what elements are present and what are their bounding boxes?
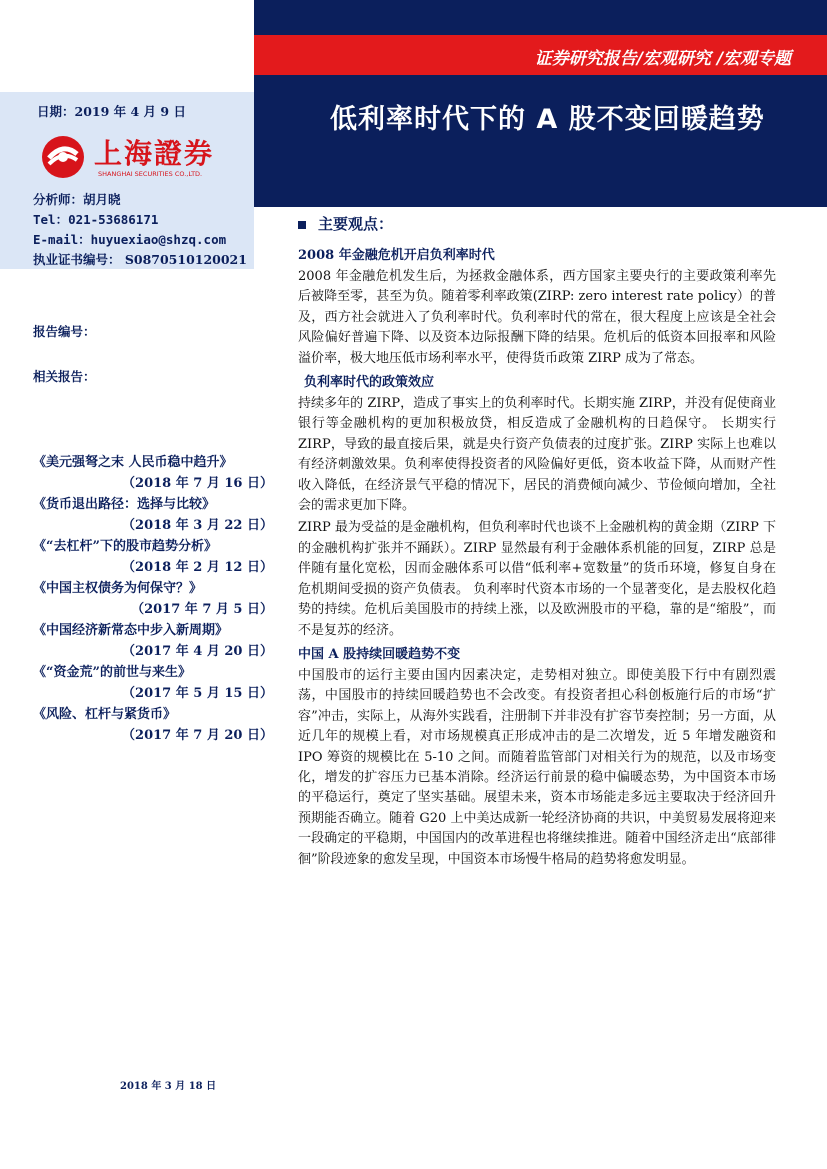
section-body: 持续多年的 ZIRP，造成了事实上的负利率时代。长期实施 ZIRP，并没有促使商业银行等金融机构的更加积极放贷，相反造成了金融机构的日趋保守。 长期实行 ZIRP，导致的最直接后果，就是央行资产负债表的过度扩张。ZIRP 实际上也难以有经济刺激效果。负利率使得投资者的风险偏好更低，资本收益下降，从而财产性收入降低，在经济景气平稳的情况下，居民的消费倾向减少、节俭倾向增加，全社会的需求更加下降。 bbox=[298, 396, 776, 514]
section-heading: 2008 年金融危机开启负利率时代 bbox=[298, 248, 495, 263]
report-category: 证券研究报告/宏观研究 /宏观专题 bbox=[534, 49, 791, 69]
related-report-date: （2018 年 2 月 12 日） bbox=[122, 560, 273, 575]
square-bullet-icon bbox=[298, 221, 306, 229]
related-report-date: （2018 年 7 月 16 日） bbox=[122, 476, 273, 491]
analyst-email[interactable]: E-mail：huyuexiao@shzq.com bbox=[33, 232, 227, 247]
logo-english-name: SHANGHAI SECURITIES CO.,LTD. bbox=[98, 170, 203, 178]
related-report-date: （2017 年 7 月 5 日） bbox=[131, 602, 273, 617]
report-title: 低利率时代下的 A 股不变回暖趋势 bbox=[330, 104, 765, 135]
related-report-date: （2018 年 3 月 22 日） bbox=[122, 518, 273, 533]
company-logo bbox=[40, 132, 250, 182]
report-number-label: 报告编号： bbox=[33, 324, 96, 339]
related-report-date: （2017 年 5 月 15 日） bbox=[122, 686, 273, 701]
section-body: 中国股市的运行主要由国内因素决定，走势相对独立。即使美股下行中有剧烈震荡，中国股市的持续回暖趋势也不会改变。有投资者担心科创板施行后的市场“扩容”冲击，实际上，从海外实践看，注册制下并非没有扩容节奏控制；另一方面，从近几年的规模上看，对市场规模真正形成冲击的是二次增发，近 5 年增发融资和 IPO 筹资的规模比在 5-10 之间。而随着监管部门对相关行为的规范，以及市场变化，增发的扩容压力已基本消除。经济运行前景的稳中偏暖态势，为中国资本市场的平稳运行，奠定了坚实基础。展望未来，资本市场能走多远主要取决于经济回升预期能否确立。随着 G20 上中美达成新一轮经济协商的共识，中美贸易发展将迎来一段确定的平稳期，中国国内的改革进程也将继续推进。随着中国经济走出“底部徘徊”阶段迹象的愈发呈现，中国资本市场慢牛格局的趋势将愈发明显。 bbox=[298, 667, 776, 867]
section-heading: 中国 A 股持续回暖趋势不变 bbox=[298, 646, 461, 662]
logo-chinese-name: 上海證券 bbox=[94, 137, 215, 170]
key-points-label: 主要观点： bbox=[318, 215, 394, 233]
report-date: 日期：2019 年 4 月 9 日 bbox=[37, 104, 186, 119]
related-report-date: （2017 年 4 月 20 日） bbox=[122, 644, 273, 659]
section-body: ZIRP 最为受益的是金融机构，但负利率时代也谈不上金融机构的黄金期（ZIRP 下的金融机构扩张并不踊跃）。ZIRP 显然最有利于金融体系机能的回复，ZIRP 总是伴随有量化宽松，因而金融体系可以借“低利率+宽数量”的货币环境，修复自身在危机期间受损的资产负债表。 负利率时代资本市场的一个显著变化，是去股权化趋势的持续。危机后美国股市的持续上涨，以及欧洲股市的平稳，靠的是“缩股”，而不是复苏的经济。 bbox=[298, 520, 776, 638]
main-content bbox=[298, 213, 776, 872]
analyst-tel: Tel：021-53686171 bbox=[33, 212, 159, 227]
related-report-title[interactable]: 《中国主权债务为何保守？》 bbox=[33, 581, 203, 596]
related-report-title[interactable]: 《中国经济新常态中步入新周期》 bbox=[33, 623, 229, 638]
related-reports-label: 相关报告： bbox=[33, 369, 96, 384]
header-top-bar bbox=[254, 0, 827, 35]
related-report-date: （2017 年 7 月 20 日） bbox=[122, 728, 273, 743]
logo-emblem-icon bbox=[40, 134, 86, 180]
related-report-title[interactable]: 《货币退出路径：选择与比较》 bbox=[33, 497, 216, 512]
section-heading: 负利率时代的政策效应 bbox=[304, 375, 435, 391]
related-report-title[interactable]: 《风险、杠杆与紧货币》 bbox=[33, 707, 177, 722]
footer-date: 2018 年 3 月 18 日 bbox=[120, 1081, 217, 1092]
related-report-title[interactable]: 《“资金荒”的前世与来生》 bbox=[33, 665, 191, 680]
section-body: 2008 年金融危机发生后，为拯救金融体系，西方国家主要央行的主要政策利率先后被降至零，甚至为负。随着零利率政策(ZIRP: zero interest rate policy）的普及，西方社会就进入了负利率时代。负利率时代的常在，很大程度上应该是全社会风险偏好普遍下降、以及资本边际报酬下降的结果。危机后的低资本回报率和风险溢价率，极大地压低市场利率水平，使得货币政策 ZIRP 成为了常态。 bbox=[298, 269, 776, 366]
header-category-bar bbox=[254, 35, 827, 75]
analyst-name: 分析师：胡月晓 bbox=[33, 192, 121, 207]
license-number: 执业证书编号： S0870510120021 bbox=[33, 252, 247, 267]
related-report-title[interactable]: 《美元强弩之末 人民币稳中趋升》 bbox=[33, 455, 233, 470]
key-points-heading bbox=[298, 213, 776, 234]
header-title-bar bbox=[254, 75, 827, 207]
related-report-title[interactable]: 《“去杠杆”下的股市趋势分析》 bbox=[33, 539, 217, 554]
